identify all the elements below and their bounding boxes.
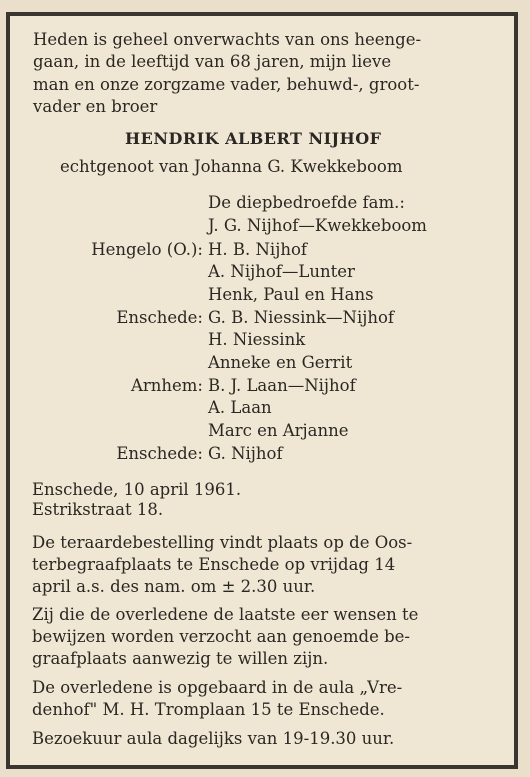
- family-member: H. B. Nijhof: [208, 240, 307, 259]
- address-line: Estrikstraat 18.: [32, 500, 164, 519]
- intro-line: Heden is geheel onverwachts van ons heenge-: [33, 30, 422, 49]
- funeral-line: terbegraafplaats te Enschede op vrijdag 14: [32, 555, 396, 574]
- family-member: Henk, Paul en Hans: [208, 285, 374, 304]
- spouse-line: echtgenoot van Johanna G. Kwekkeboom: [60, 157, 403, 176]
- family-place: Arnhem:: [130, 376, 203, 395]
- family-place: Enschede:: [116, 444, 203, 463]
- family-member: A. Nijhof—Lunter: [208, 262, 355, 281]
- family-member: Marc en Arjanne: [208, 421, 349, 440]
- deceased-name: HENDRIK ALBERT NIJHOF: [125, 129, 382, 148]
- date-line: Enschede, 10 april 1961.: [32, 480, 242, 499]
- funeral-line: De teraardebestelling vindt plaats op de Oos-: [32, 533, 413, 552]
- family-member: B. J. Laan—Nijhof: [208, 376, 356, 395]
- intro-line: gaan, in de leeftijd van 68 jaren, mijn lieve: [33, 52, 392, 71]
- respects-line: bewijzen worden verzocht aan genoemde be-: [32, 627, 410, 646]
- respects-line: graafplaats aanwezig te willen zijn.: [32, 649, 329, 668]
- family-member: H. Niessink: [208, 330, 306, 349]
- intro-line: vader en broer: [33, 97, 158, 116]
- family-member: Anneke en Gerrit: [208, 353, 353, 372]
- laid-out-line: denhof" M. H. Tromplaan 15 te Enschede.: [32, 700, 385, 719]
- respects-line: Zij die de overledene de laatste eer wensen te: [32, 605, 419, 624]
- family-member: A. Laan: [208, 398, 272, 417]
- family-place: Enschede:: [116, 308, 203, 327]
- family-heading: De diepbedroefde fam.:: [208, 193, 405, 212]
- family-place: Hengelo (O.):: [91, 240, 203, 259]
- family-member: J. G. Nijhof—Kwekkeboom: [208, 216, 427, 235]
- family-member: G. Nijhof: [208, 444, 283, 463]
- funeral-line: april a.s. des nam. om ± 2.30 uur.: [32, 577, 316, 596]
- visiting-hours: Bezoekuur aula dagelijks van 19-19.30 uur.: [32, 729, 395, 748]
- laid-out-line: De overledene is opgebaard in de aula „Vre-: [32, 678, 403, 697]
- family-member: G. B. Niessink—Nijhof: [208, 308, 395, 327]
- intro-line: man en onze zorgzame vader, behuwd-, groot-: [33, 75, 420, 94]
